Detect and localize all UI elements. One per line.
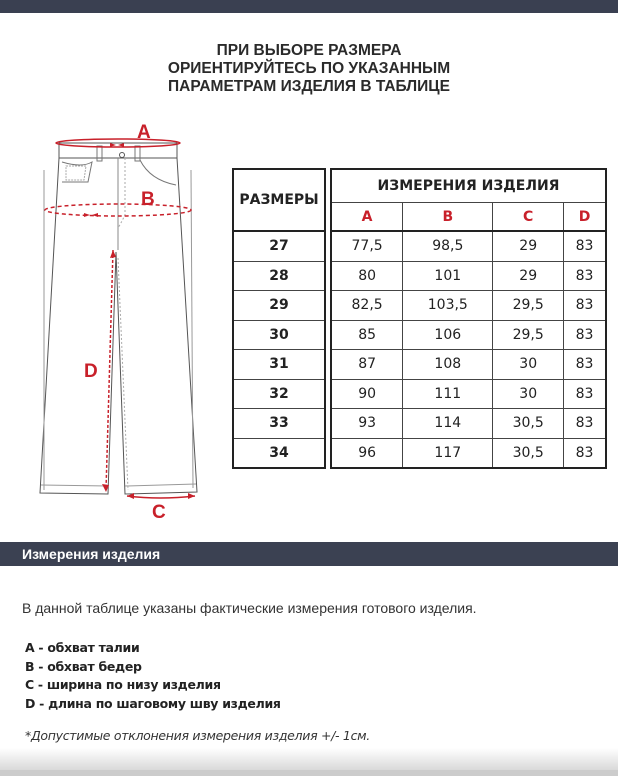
measurement-cell-a: 90 [331,379,403,409]
measurement-cell-a: 93 [331,409,403,439]
label-d: D [84,361,98,382]
measurement-legend [25,639,281,713]
measurement-cell-b: 117 [403,438,493,468]
size-row [233,409,325,439]
measurement-cell-c: 30 [493,379,564,409]
measurement-cell-c: 30,5 [493,409,564,439]
sizes-header: РАЗМЕРЫ [233,169,325,231]
label-c: C [152,502,166,523]
measurement-row [331,320,606,350]
measurement-row [331,261,606,291]
size-row [233,320,325,350]
column-header-b: B [403,203,493,232]
measurement-cell-d: 83 [564,291,607,321]
size-cell: 32 [233,379,325,409]
measurement-cell-a: 87 [331,350,403,380]
size-row [233,231,325,261]
measurement-cell-c: 29,5 [493,291,564,321]
measurement-cell-c: 29 [493,231,564,261]
legend-item: A - обхват талии [25,640,140,655]
measurement-cell-b: 108 [403,350,493,380]
measurements-table [330,168,607,469]
heading-line: ОРИЕНТИРУЙТЕСЬ ПО УКАЗАННЫМ [167,60,451,77]
measurement-row [331,438,606,468]
measurement-cell-c: 30 [493,350,564,380]
hem-measure-line [127,496,195,498]
measurement-cell-b: 111 [403,379,493,409]
measurement-cell-d: 83 [564,409,607,439]
size-cell: 31 [233,350,325,380]
measurements-header: ИЗМЕРЕНИЯ ИЗДЕЛИЯ [331,169,606,203]
size-row [233,438,325,468]
top-banner [0,0,618,13]
column-header-d: D [564,203,607,232]
size-cell: 30 [233,320,325,350]
measurement-cell-d: 83 [564,320,607,350]
measurement-row [331,379,606,409]
legend-item: C - ширина по низу изделия [25,677,221,692]
measurement-cell-a: 80 [331,261,403,291]
bottom-fade [0,748,618,776]
measurement-cell-a: 96 [331,438,403,468]
measurement-cell-c: 29,5 [493,320,564,350]
label-b: B [141,189,155,210]
page-heading [0,42,618,96]
sizes-table [232,168,326,469]
column-header-a: A [331,203,403,232]
measurement-cell-a: 85 [331,320,403,350]
size-cell: 34 [233,438,325,468]
measurement-cell-d: 83 [564,231,607,261]
measurement-row [331,350,606,380]
measurement-cell-b: 101 [403,261,493,291]
measurement-cell-c: 30,5 [493,438,564,468]
measurement-cell-d: 83 [564,350,607,380]
section-header [0,542,618,566]
size-cell: 28 [233,261,325,291]
heading-line: ПАРАМЕТРАМ ИЗДЕЛИЯ В ТАБЛИЦЕ [168,78,450,95]
measurement-cell-b: 106 [403,320,493,350]
heading-line: ПРИ ВЫБОРЕ РАЗМЕРА [216,42,402,59]
measurement-cell-c: 29 [493,261,564,291]
measurement-row [331,409,606,439]
intro-text: В данной таблице указаны фактические измерения готового изделия. [22,600,477,616]
column-header-c: C [493,203,564,232]
button-icon [120,153,125,158]
measurement-cell-b: 114 [403,409,493,439]
measurement-row [331,231,606,261]
size-row [233,379,325,409]
measurement-cell-b: 98,5 [403,231,493,261]
measurement-row [331,291,606,321]
label-a: A [137,122,151,143]
measurement-cell-a: 77,5 [331,231,403,261]
size-row [233,291,325,321]
size-row [233,350,325,380]
pants-diagram [0,110,225,530]
size-cell: 33 [233,409,325,439]
measurement-cell-b: 103,5 [403,291,493,321]
tolerance-note: *Допустимые отклонения измерения изделия +/- 1см. [25,728,370,743]
measurement-cell-d: 83 [564,379,607,409]
measurement-cell-a: 82,5 [331,291,403,321]
section-title: Измерения изделия [22,546,161,562]
legend-item: B - обхват бедер [25,658,142,674]
measurement-cell-d: 83 [564,261,607,291]
legend-item: D - длина по шаговому шву изделия [25,695,281,711]
size-cell: 27 [233,231,325,261]
size-row [233,261,325,291]
measurement-cell-d: 83 [564,438,607,468]
size-cell: 29 [233,291,325,321]
